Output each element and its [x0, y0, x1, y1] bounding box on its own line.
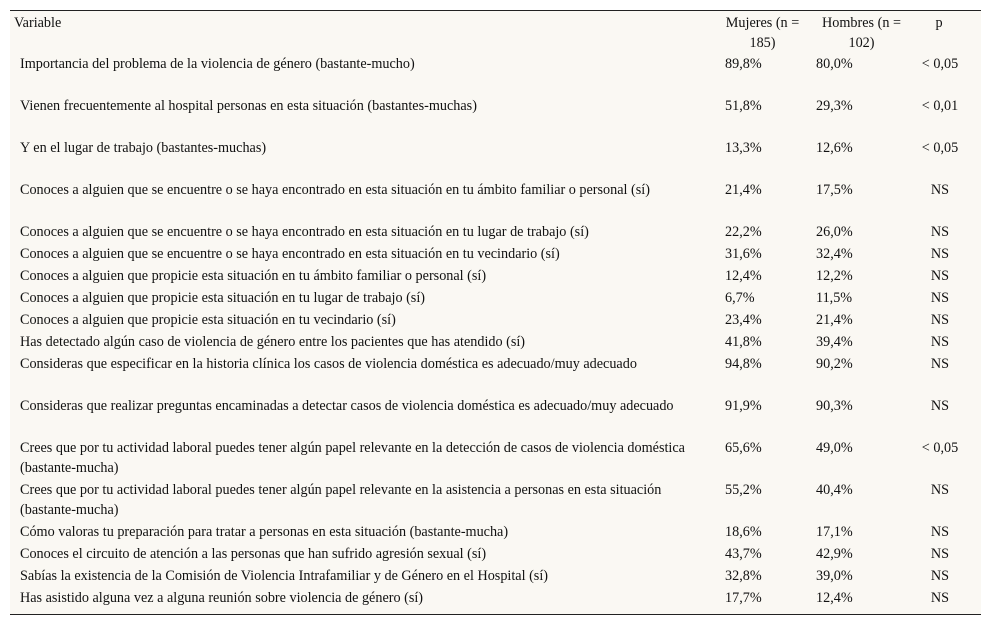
row-variable-label: Consideras que especificar en la historia clínica los casos de violencia doméstica es adecuado/muy adecuado: [20, 356, 637, 372]
row-p-value: NS: [930, 546, 950, 562]
row-hombres-value: 12,4%: [816, 590, 853, 606]
row-hombres-value: 17,1%: [816, 524, 853, 540]
row-hombres-value: 21,4%: [816, 312, 853, 328]
row-variable-label: Conoces a alguien que propicie esta situación en tu ámbito familiar o personal (sí): [20, 268, 487, 284]
row-hombres-value: 90,2%: [816, 356, 853, 372]
table-row: [10, 331, 981, 353]
table-row: [10, 587, 981, 609]
row-variable-label: Crees que por tu actividad laboral puedes tener algún papel relevante en la detección de casos de violencia doméstica (bastante-mucha): [20, 440, 685, 476]
table-body: [10, 53, 981, 609]
row-mujeres-value: 43,7%: [725, 546, 762, 562]
table-row: [10, 353, 981, 395]
row-hombres-value: 49,0%: [816, 440, 853, 456]
row-mujeres-value: 22,2%: [725, 224, 762, 240]
header-row: [10, 11, 981, 53]
table-row: [10, 309, 981, 331]
header-p-value: p: [935, 15, 943, 31]
row-mujeres-value: 65,6%: [725, 440, 762, 456]
table-row: [10, 137, 981, 179]
row-variable-label: Y en el lugar de trabajo (bastantes-muchas): [20, 140, 267, 156]
row-variable-label: Has detectado algún caso de violencia de género entre los pacientes que has atendido (sí): [20, 334, 526, 350]
row-hombres-value: 42,9%: [816, 546, 853, 562]
row-hombres-value: 39,0%: [816, 568, 853, 584]
table-row: [10, 243, 981, 265]
row-p-value: NS: [930, 312, 950, 328]
row-mujeres-value: 91,9%: [725, 398, 762, 414]
row-variable-label: Consideras que realizar preguntas encaminadas a detectar casos de violencia doméstica es adecuado/muy adecuado: [20, 398, 674, 414]
row-variable-label: Importancia del problema de la violencia de género (bastante-mucho): [20, 56, 415, 72]
table-row: [10, 179, 981, 221]
row-p-value: < 0,05: [921, 440, 959, 456]
row-p-value: < 0,05: [921, 140, 959, 156]
row-variable-label: Conoces a alguien que propicie esta situación en tu vecindario (sí): [20, 312, 396, 328]
row-mujeres-value: 23,4%: [725, 312, 762, 328]
row-hombres-value: 12,2%: [816, 268, 853, 284]
row-hombres-value: 29,3%: [816, 98, 853, 114]
row-mujeres-value: 41,8%: [725, 334, 762, 350]
row-p-value: NS: [930, 356, 950, 372]
row-variable-label: Conoces a alguien que propicie esta situación en tu lugar de trabajo (sí): [20, 290, 425, 306]
row-variable-label: Conoces el circuito de atención a las personas que han sufrido agresión sexual (sí): [20, 546, 487, 562]
table-row: [10, 543, 981, 565]
row-variable-label: Conoces a alguien que se encuentre o se haya encontrado en esta situación en tu ámbito familiar o personal (sí): [20, 182, 650, 198]
row-variable-label: Crees que por tu actividad laboral puedes tener algún papel relevante en la asistencia a personas en esta situación (bastante-mucha): [20, 482, 662, 518]
row-mujeres-value: 94,8%: [725, 356, 762, 372]
row-mujeres-value: 55,2%: [725, 482, 762, 498]
row-hombres-value: 80,0%: [816, 56, 853, 72]
row-p-value: < 0,01: [921, 98, 959, 114]
table-row: [10, 221, 981, 243]
row-p-value: NS: [930, 482, 950, 498]
row-hombres-value: 12,6%: [816, 140, 853, 156]
header-hombres: Hombres (n = 102): [822, 15, 901, 51]
row-variable-label: Has asistido alguna vez a alguna reunión sobre violencia de género (sí): [20, 590, 424, 606]
row-mujeres-value: 89,8%: [725, 56, 762, 72]
row-p-value: NS: [930, 246, 950, 262]
row-variable-label: Conoces a alguien que se encuentre o se haya encontrado en esta situación en tu lugar de trabajo (sí): [20, 224, 589, 240]
row-p-value: NS: [930, 334, 950, 350]
row-hombres-value: 39,4%: [816, 334, 853, 350]
row-variable-label: Conoces a alguien que se encuentre o se haya encontrado en esta situación en tu vecindario (sí): [20, 246, 560, 262]
row-mujeres-value: 51,8%: [725, 98, 762, 114]
table-row: [10, 53, 981, 95]
row-hombres-value: 32,4%: [816, 246, 853, 262]
table-row: [10, 287, 981, 309]
row-p-value: NS: [930, 568, 950, 584]
row-variable-label: Vienen frecuentemente al hospital personas en esta situación (bastantes-muchas): [20, 98, 477, 114]
table-row: [10, 479, 981, 521]
row-variable-label: Sabías la existencia de la Comisión de Violencia Intrafamiliar y de Género en el Hospital (sí): [20, 568, 548, 584]
row-p-value: NS: [930, 268, 950, 284]
table-row: [10, 437, 981, 479]
table-header: [10, 11, 981, 53]
results-table-container: [10, 10, 981, 615]
row-mujeres-value: 21,4%: [725, 182, 762, 198]
row-mujeres-value: 17,7%: [725, 590, 762, 606]
table-row: [10, 265, 981, 287]
row-mujeres-value: 18,6%: [725, 524, 762, 540]
table-row: [10, 395, 981, 437]
row-p-value: NS: [930, 398, 950, 414]
header-variable: Variable: [14, 15, 62, 31]
row-mujeres-value: 13,3%: [725, 140, 762, 156]
row-mujeres-value: 31,6%: [725, 246, 762, 262]
row-hombres-value: 17,5%: [816, 182, 853, 198]
row-mujeres-value: 6,7%: [725, 290, 755, 306]
table-row: [10, 565, 981, 587]
row-variable-label: Cómo valoras tu preparación para tratar a personas en esta situación (bastante-mucha): [20, 524, 509, 540]
table-row: [10, 95, 981, 137]
row-p-value: NS: [930, 182, 950, 198]
row-p-value: NS: [930, 590, 950, 606]
row-p-value: NS: [930, 524, 950, 540]
row-p-value: < 0,05: [921, 56, 959, 72]
table-row: [10, 521, 981, 543]
header-mujeres: Mujeres (n = 185): [725, 15, 800, 51]
row-hombres-value: 40,4%: [816, 482, 853, 498]
results-table: [10, 11, 981, 609]
row-mujeres-value: 32,8%: [725, 568, 762, 584]
row-hombres-value: 26,0%: [816, 224, 853, 240]
row-hombres-value: 11,5%: [816, 290, 853, 306]
row-p-value: NS: [930, 290, 950, 306]
row-mujeres-value: 12,4%: [725, 268, 762, 284]
row-p-value: NS: [930, 224, 950, 240]
row-hombres-value: 90,3%: [816, 398, 853, 414]
